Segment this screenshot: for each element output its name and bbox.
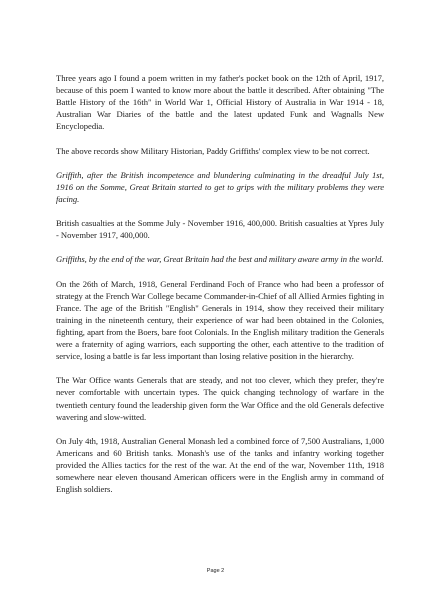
page-number: Page 2 bbox=[206, 568, 225, 574]
paragraph-casualties: British casualties at the Somme July - November 1916, 400,000. British casualties at Ypres July - November 1917, 400,000. bbox=[56, 218, 384, 241]
paragraph-intro: Three years ago I found a poem written in my father's pocket book on the 12th of April, 1917, because of this poem I wanted to know more about the battle it described. After obtaining "The Battle History of the 16th" in World War 1, Official History of Australia in War 1914 - 18, Australian War Diaries of the battle and the latest updated Funk and Wagnalls New Encyclopedia. bbox=[56, 73, 384, 132]
paragraph-foch: On the 26th of March, 1918, General Ferdinand Foch of France who had been a professor of strategy at the French War College became Commander-in-Chief of all Allied Armies fighting in France. The age of the British "English" Generals in 1914, show they received their military training in the nineteenth century, their experience of war had been obtained in the Colonies, fighting, apart from the Boers, bare foot Colonials. In the English military tradition the Generals were a fraternity of aging warriors, each supporting the other, each attentive to the tradition of service, losing a battle is far less important than losing relative position in the hierarchy. bbox=[56, 278, 384, 362]
paragraph-war-office: The War Office wants Generals that are steady, and not too clever, which they prefer, they're never comfortable with uncertain types. The quick changing technology of warfare in the twentieth century found the leadership given form the War Office and the old Generals defective wavering and slow-witted. bbox=[56, 375, 384, 422]
paragraph-quote-griffiths: Griffiths, by the end of the war, Great Britain had the best and military aware army in the world. bbox=[56, 254, 384, 265]
paragraph-records: The above records show Military Historian, Paddy Griffiths' complex view to be not correct. bbox=[56, 145, 370, 156]
paragraph-quote-griffith: Griffith, after the British incompetence and blundering culminating in the dreadful July 1st, 1916 on the Somme, Great Britain started to get to grips with the military problems they were facing. bbox=[56, 169, 384, 204]
page-body bbox=[56, 72, 384, 507]
paragraph-monash: On July 4th, 1918, Australian General Monash led a combined force of 7,500 Australians, 1,000 Americans and 60 British tanks. Monash's use of the tanks and infantry working together provided the Allies tactics for the rest of the war. At the end of the war, November 11th, 1918 somewhere near eleven thousand American officers were in the English army in command of English soldiers. bbox=[56, 435, 384, 495]
